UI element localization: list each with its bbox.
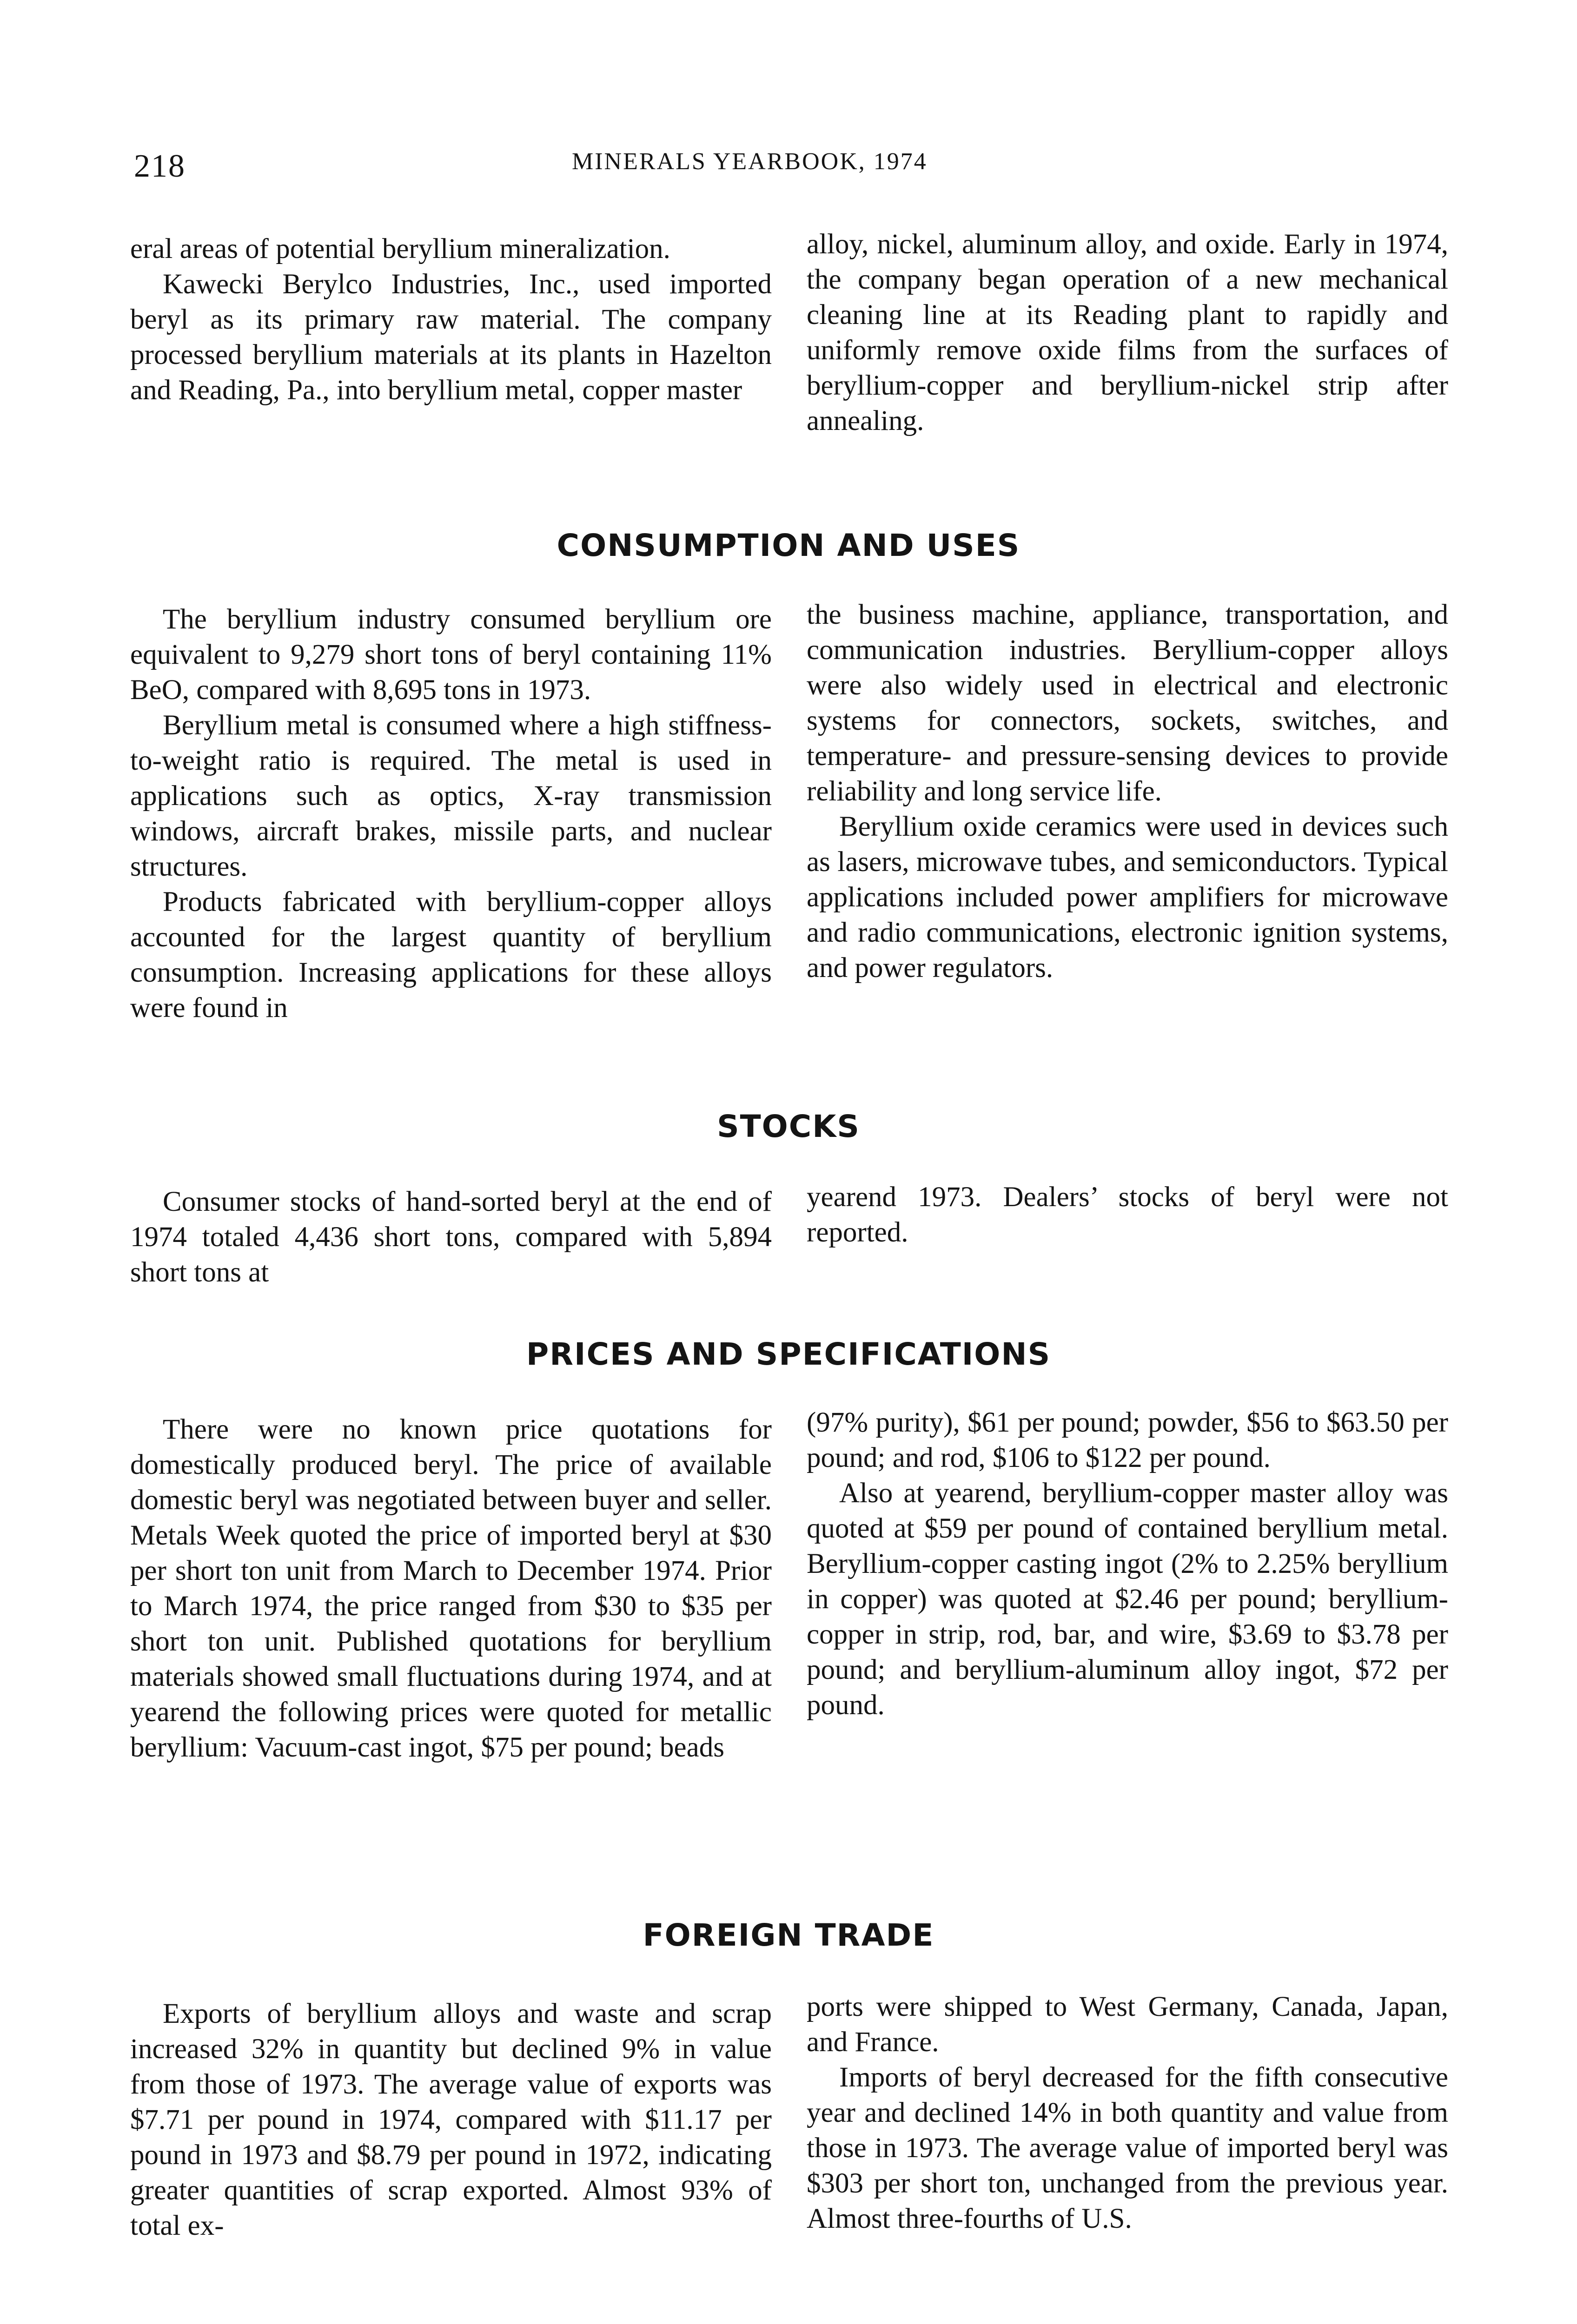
section-heading-foreign-trade: FOREIGN TRADE [643, 1917, 934, 1953]
paragraph: Consumer stocks of hand-sorted beryl at the end of 1974 totaled 4,436 short tons, compared with 5,894 short tons at [130, 1186, 772, 1288]
paragraph: alloy, nickel, aluminum alloy, and oxide. Early in 1974, the company began operation of a new mechanical cleaning line at its Reading plant to rapidly and uniformly remove oxide films from the surfaces of beryllium-copper and beryllium-nickel strip after annealing. [807, 229, 1448, 436]
intro-right-column [807, 227, 1448, 439]
paragraph: Kawecki Berylco Industries, Inc., used imported beryl as its primary raw material. The company processed beryllium materials at its plants in Hazelton and Reading, Pa., into beryllium metal, copper master [130, 269, 772, 406]
paragraph: Imports of beryl decreased for the fifth consecutive year and declined 14% in both quantity and value from those in 1973. The average value of imported beryl was $303 per short ton, unchanged from the previous year. Almost three-fourths of U.S. [807, 2062, 1448, 2234]
foreign-trade-right-column [807, 1989, 1448, 2237]
running-head: MINERALS YEARBOOK, 1974 [572, 148, 928, 175]
paragraph: ports were shipped to West Germany, Canada, Japan, and France. [807, 1991, 1448, 2058]
page-number: 218 [134, 148, 186, 184]
stocks-right-column [807, 1180, 1448, 1250]
paragraph: There were no known price quotations for domestically produced beryl. The price of available domestic beryl was negotiated between buyer and seller. Metals Week quoted the price of imported beryl at $30 per short ton unit from March to December 1974. Prior to March 1974, the price ranged from $30 to $35 per short ton unit. Published quotations for beryllium materials showed small fluctuations during 1974, and at yearend the following prices were quoted for metallic beryllium: Vacuum-cast ingot, $75 per pound; beads [130, 1414, 772, 1763]
section-heading-stocks: STOCKS [717, 1109, 860, 1144]
paragraph: Exports of beryllium alloys and waste and scrap increased 32% in quantity but declined 9% in value from those of 1973. The average value of exports was $7.71 per pound in 1974, compared with $11.17 per pound in 1973 and $8.79 per pound in 1972, indicating greater quantities of scrap exported. Almost 93% of total ex- [130, 1998, 772, 2241]
section-heading-consumption: CONSUMPTION AND USES [557, 528, 1020, 563]
prices-left-column [130, 1412, 772, 1765]
section-heading-prices: PRICES AND SPECIFICATIONS [526, 1336, 1051, 1372]
paragraph: eral areas of potential beryllium mineralization. [130, 233, 670, 264]
consumption-right-column [807, 597, 1448, 986]
prices-right-column [807, 1405, 1448, 1723]
paragraph: Beryllium oxide ceramics were used in devices such as lasers, microwave tubes, and semiconductors. Typical applications included power amplifiers for microwave and radio communications, electronic ignition systems, and power regulators. [807, 811, 1448, 984]
consumption-left-column [130, 602, 772, 1026]
stocks-left-column [130, 1184, 772, 1290]
paragraph: the business machine, appliance, transportation, and communication industries. Beryllium-copper alloys were also widely used in electrical and electronic systems for connectors, sockets, switches, and temperature- and pressure-sensing devices to provide reliability and long service life. [807, 599, 1448, 807]
foreign-trade-left-column [130, 1996, 772, 2244]
paragraph: The beryllium industry consumed beryllium ore equivalent to 9,279 short tons of beryl containing 11% BeO, compared with 8,695 tons in 1973. [130, 604, 772, 706]
paragraph: (97% purity), $61 per pound; powder, $56 to $63.50 per pound; and rod, $106 to $122 per pound. [807, 1407, 1448, 1473]
paragraph: Also at yearend, beryllium-copper master alloy was quoted at $59 per pound of contained beryllium metal. Beryllium-copper casting ingot (2% to 2.25% beryllium in copper) was quoted at $2.46 per pound; beryllium-copper in strip, rod, bar, and wire, $3.69 to $3.78 per pound; and beryllium-aluminum alloy ingot, $72 per pound. [807, 1478, 1448, 1721]
intro-left-column [130, 231, 772, 408]
paragraph: yearend 1973. Dealers’ stocks of beryl were not reported. [807, 1182, 1448, 1248]
paragraph: Beryllium metal is consumed where a high stiffness-to-weight ratio is required. The metal is used in applications such as optics, X-ray transmission windows, aircraft brakes, missile parts, and nuclear structures. [130, 710, 772, 882]
paragraph: Products fabricated with beryllium-copper alloys accounted for the largest quantity of beryllium consumption. Increasing applications for these alloys were found in [130, 886, 772, 1023]
